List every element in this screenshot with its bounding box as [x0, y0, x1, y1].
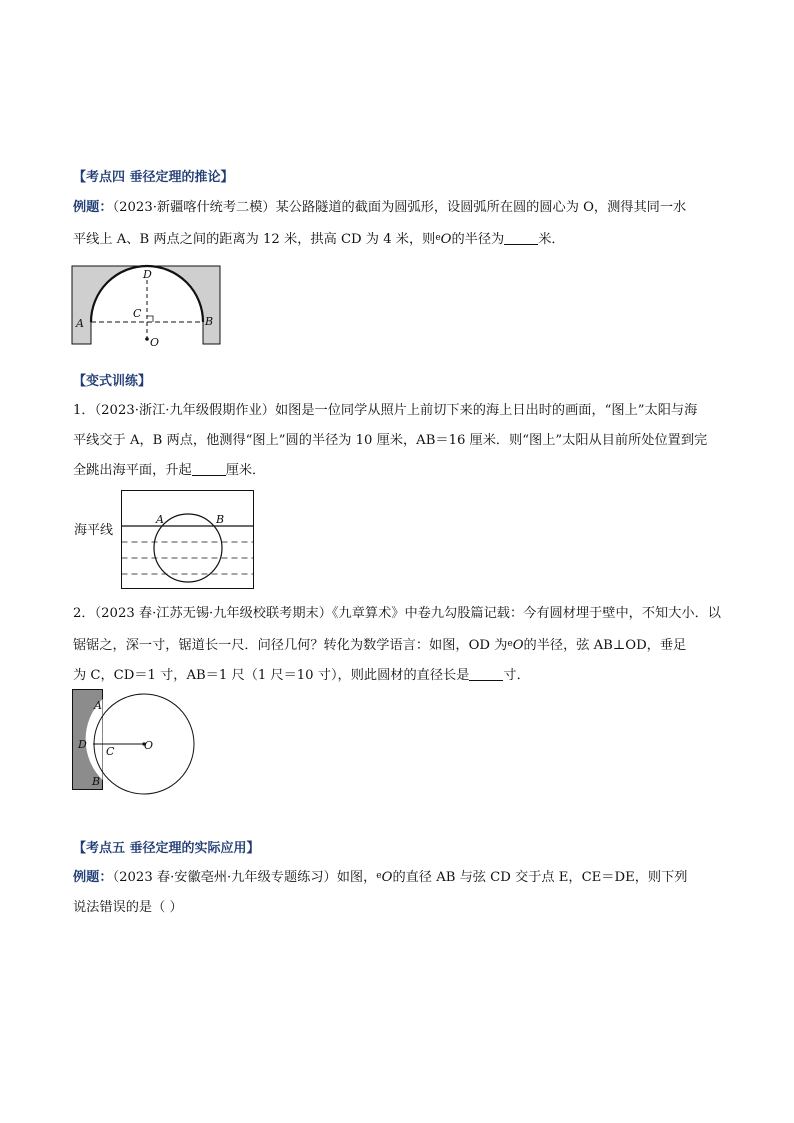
question-1-line-3b: 厘米．: [225, 463, 266, 478]
circle-o-symbol: O: [381, 870, 393, 885]
question-2-line-2a: 锯锯之，深一寸，锯道长一尺．问径几何？转化为数学语言：如图，OD 为: [73, 638, 508, 653]
example-2-text: [73, 861, 733, 923]
label-c: C: [106, 745, 115, 758]
section-title-4: 【考点四 垂径定理的推论】: [73, 170, 234, 185]
section-title-5: 【考点五 垂径定理的实际应用】: [73, 841, 260, 856]
question-1-line-3a: 全跳出海平面，升起: [73, 463, 192, 478]
example-1-line-2c: 的半径为: [451, 232, 505, 247]
label-d: D: [78, 738, 87, 751]
example-2-line-1c: 的直径 AB 与弦 CD 交于点 E，CE＝DE，则下列: [392, 870, 688, 885]
label-o: O: [150, 336, 160, 349]
example-label: 例题：: [73, 200, 113, 215]
answer-blank[interactable]: [192, 461, 226, 476]
label-a: A: [76, 317, 84, 330]
label-a: A: [156, 513, 164, 526]
example-1-line-2a: 平线上 A、B 两点之间的距离为 12 米，拱高 CD 为 4 米，则: [73, 232, 436, 247]
question-1-text: [73, 396, 733, 486]
label-b: B: [216, 513, 225, 526]
circle-dot-symbol: e: [376, 871, 382, 881]
sea-level-label: 海平线: [74, 523, 114, 538]
example-1-text: [73, 193, 733, 255]
circle-dot-symbol: e: [507, 639, 513, 649]
question-2-line-3b: 寸．: [503, 668, 530, 683]
circle-o-symbol: O: [512, 638, 524, 653]
example-2-line-1a: （2023 春·安徽亳州·九年级专题练习）如图，: [112, 870, 377, 885]
question-2-line-3a: 为 C，CD＝1 寸，AB＝1 尺（1 尺＝10 寸），则此圆材的直径长是: [73, 668, 470, 683]
question-2-line-2c: 的半径，弦 AB⊥OD，垂足: [523, 638, 687, 653]
label-a: A: [94, 699, 102, 712]
section-title-variant: 【变式训练】: [73, 374, 152, 389]
label-c: C: [133, 307, 142, 320]
question-1-line-1: 1．（2023·浙江·九年级假期作业）如图是一位同学从照片上前切下来的海上日出时的画面，“图上”太阳与海: [73, 403, 698, 418]
question-2-text: [73, 599, 733, 691]
label-d: D: [143, 268, 152, 281]
example-label: 例题：: [73, 870, 113, 885]
label-b: B: [205, 315, 214, 328]
sunrise-figure: [121, 490, 255, 590]
tunnel-figure: [72, 266, 222, 348]
example-1-line-1: （2023·新疆喀什统考二模）某公路隧道的截面为圆弧形，设圆弧所在圆的圆心为 O，测得其同一水: [112, 200, 687, 215]
log-in-wall-figure: [72, 689, 192, 791]
answer-blank[interactable]: [469, 666, 503, 681]
question-2-line-1: 2．（2023 春·江苏无锡·九年级校联考期末）《九章算术》中卷九勾股篇记载：今有圆材埋于壁中，不知大小．以: [73, 606, 721, 621]
example-2-line-2: 说法错误的是（ ）: [73, 900, 183, 915]
question-1-line-2: 平线交于 A，B 两点，他测得“图上”圆的半径为 10 厘米，AB＝16 厘米．则“图上”太阳从目前所处位置到完: [73, 433, 708, 448]
label-b: B: [92, 775, 101, 788]
answer-blank[interactable]: [504, 230, 538, 245]
circle-o-symbol: O: [440, 232, 452, 247]
circle-dot-symbol: e: [435, 233, 441, 243]
example-1-line-2d: 米．: [538, 232, 565, 247]
label-o: O: [144, 739, 154, 752]
